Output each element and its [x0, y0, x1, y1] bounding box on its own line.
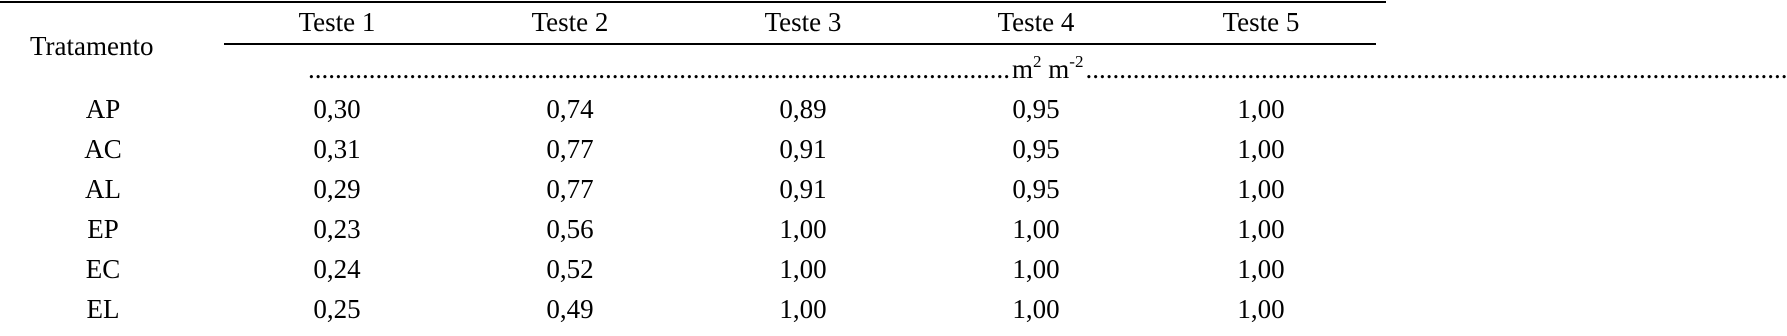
unit-leader-dots-left: ........................................................................................................: [308, 54, 1010, 84]
table-cell: 0,91: [779, 134, 827, 164]
unit-leader-dots-right: ........................................................................................................: [1085, 54, 1787, 84]
table-cell: 0,25: [313, 294, 361, 324]
table-cell: 0,23: [313, 214, 361, 244]
column-header-teste-2: Teste 2: [531, 7, 609, 37]
row-label: AC: [84, 134, 122, 164]
table-cell: 1,00: [1237, 94, 1285, 124]
table-cell: 0,77: [546, 134, 594, 164]
unit-exp-1: 2: [1033, 52, 1042, 71]
row-label: AL: [85, 174, 121, 204]
table-cell: 1,00: [1237, 214, 1285, 244]
table-cell: 0,49: [546, 294, 594, 324]
unit-row: [308, 52, 1787, 84]
table-cell: 1,00: [1012, 254, 1060, 284]
table-cell: 0,56: [546, 214, 594, 244]
unit-base-2: m: [1048, 54, 1070, 84]
table-cell: 0,24: [313, 254, 361, 284]
row-label: EP: [87, 214, 119, 244]
table-cell: 1,00: [1237, 294, 1285, 324]
table-cell: 0,95: [1012, 174, 1060, 204]
table-cell: 0,52: [546, 254, 594, 284]
table-cell: 1,00: [779, 214, 827, 244]
row-label: EC: [85, 254, 121, 284]
table-cell: 1,00: [1012, 294, 1060, 324]
column-header-teste-3: Teste 3: [764, 7, 842, 37]
column-header-teste-5: Teste 5: [1222, 7, 1300, 37]
row-label: AP: [85, 94, 121, 124]
row-label: EL: [86, 294, 120, 324]
column-header-teste-1: Teste 1: [298, 7, 376, 37]
table-top-rule: [0, 1, 1386, 3]
header-tratamento: Tratamento: [30, 31, 154, 61]
table-cell: 0,95: [1012, 94, 1060, 124]
table-cell: 0,77: [546, 174, 594, 204]
table-cell: 0,89: [779, 94, 827, 124]
unit-base-1: m: [1012, 54, 1034, 84]
column-header-teste-4: Teste 4: [997, 7, 1075, 37]
table-cell: 0,91: [779, 174, 827, 204]
unit-exp-2: -2: [1069, 52, 1084, 71]
table-cell: 0,74: [546, 94, 594, 124]
table-cell: 1,00: [1237, 134, 1285, 164]
table-cell: 1,00: [1237, 254, 1285, 284]
table-cell: 0,31: [313, 134, 361, 164]
table-cell: 1,00: [779, 294, 827, 324]
header-underline: [224, 43, 1376, 45]
unit-label: [1010, 54, 1085, 84]
table-cell: 0,30: [313, 94, 361, 124]
table-cell: 0,95: [1012, 134, 1060, 164]
table-cell: 1,00: [779, 254, 827, 284]
table-cell: 0,29: [313, 174, 361, 204]
table-cell: 1,00: [1012, 214, 1060, 244]
table-cell: 1,00: [1237, 174, 1285, 204]
